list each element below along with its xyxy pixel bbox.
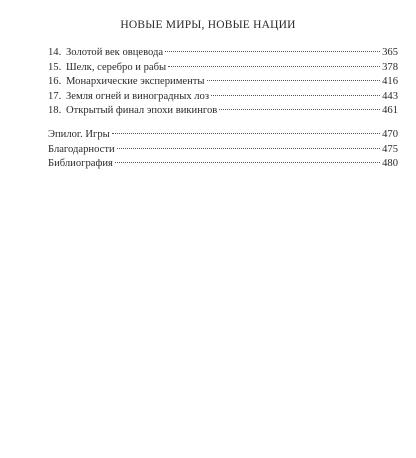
chapter-title: Золотой век овцевода xyxy=(66,47,164,58)
toc-entry xyxy=(48,128,398,143)
dot-leader xyxy=(117,148,380,149)
dot-leader xyxy=(207,80,381,81)
toc-entry xyxy=(48,90,398,105)
chapter-number: 15. xyxy=(48,61,62,73)
section-title: Эпилог. Игры xyxy=(48,129,110,140)
toc-entry xyxy=(48,75,398,90)
toc-entry xyxy=(48,157,398,172)
chapter-title: Земля огней и виноградных лоз xyxy=(66,90,210,102)
page-number: 480 xyxy=(382,158,398,170)
chapter-number: 14. xyxy=(48,47,62,58)
page-title: НОВЫЕ МИРЫ, НОВЫЕ НАЦИИ xyxy=(120,19,296,31)
back-matter-list xyxy=(48,128,398,172)
page-number: 461 xyxy=(382,105,398,117)
dot-leader xyxy=(211,95,380,96)
section-title: Библиография xyxy=(48,158,113,170)
chapter-number: 17. xyxy=(48,90,62,102)
page-number: 378 xyxy=(382,61,398,73)
dot-leader xyxy=(219,109,380,110)
dot-leader xyxy=(115,162,380,163)
chapter-title: Монархические эксперименты xyxy=(66,76,205,88)
dot-leader xyxy=(112,133,380,134)
chapter-title: Открытый финал эпохи викингов xyxy=(66,105,218,117)
dot-leader xyxy=(168,66,380,67)
chapter-list xyxy=(48,46,398,119)
chapter-number: 18. xyxy=(48,105,62,117)
page-number: 475 xyxy=(382,143,398,155)
page-number: 416 xyxy=(382,76,398,88)
toc-entry xyxy=(48,46,398,61)
toc-entry xyxy=(48,104,398,119)
page-number: 365 xyxy=(382,47,398,58)
chapter-title: Шелк, серебро и рабы xyxy=(66,61,167,73)
page-number: 443 xyxy=(382,90,398,102)
toc-entry xyxy=(48,61,398,76)
section-title: Благодарности xyxy=(48,143,115,155)
dot-leader xyxy=(165,51,380,52)
chapter-number: 16. xyxy=(48,76,62,88)
page-number: 470 xyxy=(382,129,398,140)
toc-entry xyxy=(48,143,398,158)
